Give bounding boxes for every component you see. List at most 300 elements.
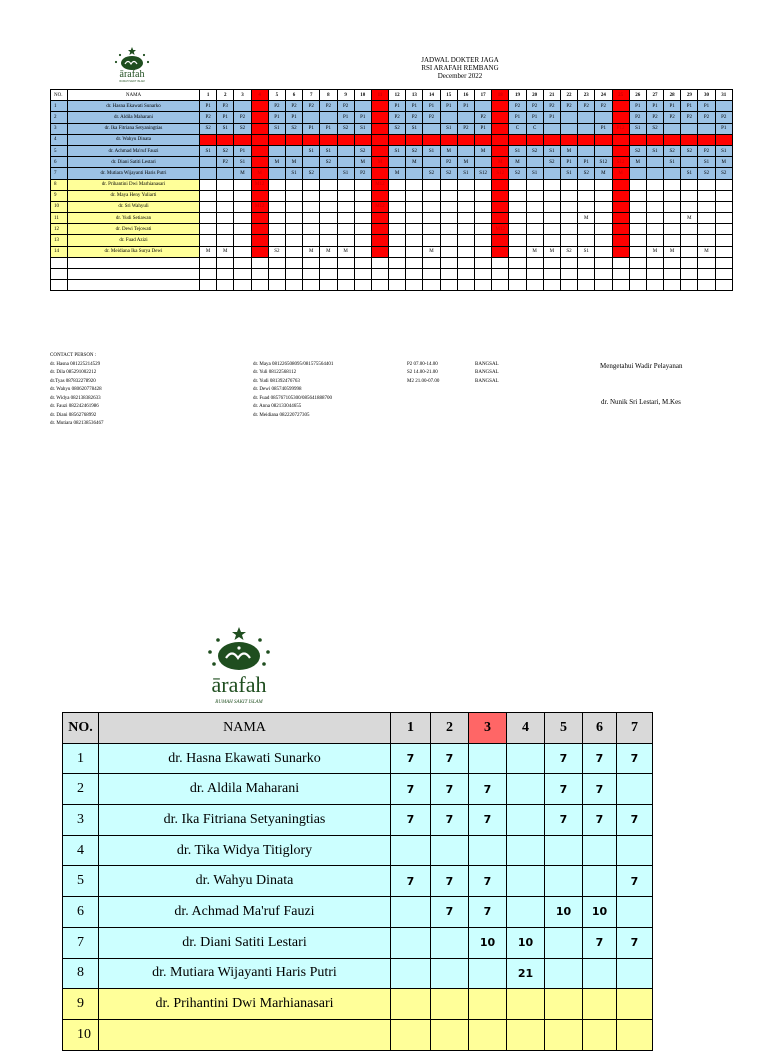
shift-cell [509, 280, 526, 291]
hours-cell: 10 [507, 927, 545, 958]
shift-cell [320, 168, 337, 179]
shift-cell [595, 269, 612, 280]
shift-cell [406, 134, 423, 145]
shift-cell: S1 [423, 145, 440, 156]
shift-cell [629, 134, 646, 145]
shift-cell [475, 157, 492, 168]
shift-cell [234, 235, 251, 246]
contact-line: dr. Anna 082133044655 [253, 404, 302, 409]
shift-cell [200, 269, 217, 280]
shift-cell [406, 213, 423, 224]
shift-cell [251, 213, 268, 224]
shift-cell [268, 190, 285, 201]
shift-cell: C [526, 123, 543, 134]
shift-cell: P2 [475, 112, 492, 123]
shift-cell [492, 201, 509, 212]
hours-cell [391, 989, 431, 1020]
zoom-row [63, 989, 653, 1020]
hours-cell [391, 958, 431, 989]
shift-cell [560, 190, 577, 201]
doctor-name [68, 280, 200, 291]
shift-cell [698, 190, 715, 201]
shift-cell: S12 [595, 157, 612, 168]
shift-cell [543, 123, 560, 134]
shift-cell: P2 [234, 112, 251, 123]
hours-cell: 7 [469, 897, 507, 928]
shift-cell: S1 [629, 123, 646, 134]
hours-cell [583, 866, 617, 897]
shift-cell: P1 [664, 101, 681, 112]
shift-cell: P2 [389, 112, 406, 123]
hours-cell [583, 835, 617, 866]
shift-cell [715, 257, 732, 268]
shift-cell [578, 112, 595, 123]
shift-cell: P1 [681, 101, 698, 112]
shift-cell [285, 213, 302, 224]
hours-cell: 10 [469, 927, 507, 958]
shift-cell [251, 280, 268, 291]
shift-cell [251, 123, 268, 134]
hours-cell [545, 835, 583, 866]
hours-cell: 7 [391, 805, 431, 836]
shift-cell [337, 269, 354, 280]
shift-cell [354, 235, 371, 246]
shift-cell [234, 101, 251, 112]
shift-cell [457, 145, 474, 156]
shift-cell: S1 [285, 168, 302, 179]
shift-cell [440, 112, 457, 123]
shift-cell: S2 [217, 145, 234, 156]
shift-cell [234, 269, 251, 280]
shift-cell [492, 190, 509, 201]
shift-cell: S12 [475, 168, 492, 179]
shift-cell [509, 235, 526, 246]
shift-cell: S2 [389, 123, 406, 134]
shift-cell [285, 179, 302, 190]
shift-cell [320, 213, 337, 224]
shift-cell: S2 [406, 145, 423, 156]
zoom-header-day: 4 [507, 713, 545, 744]
schedule-row [51, 246, 733, 257]
shift-cell [560, 235, 577, 246]
shift-cell [423, 269, 440, 280]
shift-cell [492, 112, 509, 123]
shift-cell [268, 179, 285, 190]
shift-cell: P2 [595, 101, 612, 112]
hours-cell [431, 927, 469, 958]
contact-line: M2 21.00-07.00 [407, 378, 440, 384]
shift-cell [526, 157, 543, 168]
hospital-name: RSI ARAFAH REMBANG [421, 64, 499, 72]
shift-cell: P2 [285, 101, 302, 112]
shift-cell [698, 235, 715, 246]
shift-cell: M [423, 246, 440, 257]
shift-cell [629, 168, 646, 179]
hours-cell: 7 [583, 743, 617, 774]
shift-cell [681, 269, 698, 280]
shift-cell [475, 213, 492, 224]
shift-cell: P2 [303, 101, 320, 112]
shift-cell [440, 190, 457, 201]
shift-cell [578, 257, 595, 268]
hours-cell [545, 866, 583, 897]
contact-line: dr. Hasna 081225214529 [50, 361, 101, 367]
shift-cell [371, 168, 388, 179]
row-no: 9 [51, 190, 68, 201]
zoom-row-no: 3 [63, 805, 99, 836]
shift-cell: P12 [612, 123, 629, 134]
shift-cell: P1 [337, 112, 354, 123]
shift-cell [492, 246, 509, 257]
shift-cell [200, 235, 217, 246]
doctor-name: dr. Fuad Azizi [68, 235, 200, 246]
zoom-row-no: 6 [63, 897, 99, 928]
shift-cell [578, 134, 595, 145]
shift-cell [303, 224, 320, 235]
header-day: 3 [234, 90, 251, 101]
doctor-name: dr. Mutiara Wijayanti Haris Putri [68, 168, 200, 179]
shift-cell [200, 213, 217, 224]
shift-cell [285, 201, 302, 212]
shift-cell [320, 112, 337, 123]
shift-cell [200, 168, 217, 179]
shift-cell [715, 134, 732, 145]
hours-cell: 7 [545, 743, 583, 774]
header-day: 24 [595, 90, 612, 101]
shift-cell [543, 257, 560, 268]
shift-cell: S2 [234, 123, 251, 134]
shift-cell [268, 235, 285, 246]
shift-cell [698, 123, 715, 134]
shift-cell [303, 179, 320, 190]
shift-cell [681, 257, 698, 268]
shift-cell [200, 157, 217, 168]
shift-cell [320, 190, 337, 201]
doctor-schedule-table [50, 89, 733, 291]
shift-cell: P1 [200, 101, 217, 112]
shift-cell: S1 [681, 168, 698, 179]
shift-cell [457, 179, 474, 190]
shift-cell [543, 168, 560, 179]
shift-cell [217, 213, 234, 224]
shift-cell [526, 201, 543, 212]
shift-cell [303, 280, 320, 291]
shift-cell [612, 101, 629, 112]
shift-cell [646, 235, 663, 246]
schedule-row [51, 235, 733, 246]
shift-cell: S2 [664, 145, 681, 156]
shift-cell [595, 213, 612, 224]
shift-cell [251, 112, 268, 123]
hours-cell: 10 [545, 897, 583, 928]
shift-cell [320, 280, 337, 291]
schedule-row [51, 190, 733, 201]
shift-cell: S2 [320, 157, 337, 168]
shift-cell [234, 280, 251, 291]
shift-cell [268, 134, 285, 145]
shift-cell: P2 [578, 101, 595, 112]
shift-cell [234, 134, 251, 145]
shift-cell [646, 201, 663, 212]
shift-cell: C [509, 123, 526, 134]
shift-cell: S2 [303, 168, 320, 179]
shift-cell [406, 224, 423, 235]
hours-cell [469, 743, 507, 774]
shift-cell [354, 257, 371, 268]
shift-cell: S2 [560, 246, 577, 257]
shift-cell: M12 [251, 179, 268, 190]
shift-cell: P1 [268, 112, 285, 123]
zoom-row-no: 8 [63, 958, 99, 989]
header-day: 20 [526, 90, 543, 101]
shift-cell [664, 134, 681, 145]
shift-cell: M [543, 246, 560, 257]
shift-cell [389, 235, 406, 246]
shift-cell [337, 224, 354, 235]
shift-cell [440, 201, 457, 212]
shift-cell [560, 201, 577, 212]
shift-cell: M [595, 168, 612, 179]
shift-cell [664, 179, 681, 190]
shift-cell [715, 101, 732, 112]
schedule-row [51, 213, 733, 224]
shift-cell [303, 134, 320, 145]
shift-cell [595, 145, 612, 156]
shift-cell [251, 101, 268, 112]
shift-cell [698, 280, 715, 291]
contact-line: dr. Meidiana 082220727305 [253, 412, 310, 418]
shift-cell [578, 280, 595, 291]
zoom-row-no: 4 [63, 835, 99, 866]
shift-cell [595, 134, 612, 145]
shift-cell [406, 246, 423, 257]
shift-cell [268, 257, 285, 268]
doctor-name: dr. Maya Heny Yuliarti [68, 190, 200, 201]
shift-cell [217, 235, 234, 246]
shift-cell [337, 213, 354, 224]
shift-cell [371, 123, 388, 134]
schedule-row [51, 123, 733, 134]
shift-cell [251, 235, 268, 246]
shift-cell [200, 257, 217, 268]
shift-cell [217, 257, 234, 268]
shift-cell [698, 134, 715, 145]
zoom-doctor-name: dr. Prihantini Dwi Marhianasari [99, 989, 391, 1020]
shift-cell [629, 280, 646, 291]
schedule-row [51, 179, 733, 190]
shift-cell [251, 145, 268, 156]
shift-cell [629, 246, 646, 257]
shift-cell [492, 179, 509, 190]
shift-cell [492, 257, 509, 268]
shift-cell [371, 224, 388, 235]
hours-cell [469, 958, 507, 989]
shift-cell [371, 134, 388, 145]
shift-cell [354, 179, 371, 190]
shift-cell [578, 201, 595, 212]
shift-cell [285, 257, 302, 268]
header-day: 6 [285, 90, 302, 101]
shift-cell [681, 235, 698, 246]
shift-cell [560, 179, 577, 190]
shift-cell [406, 269, 423, 280]
shift-cell [578, 123, 595, 134]
zoom-doctor-name: dr. Aldila Maharani [99, 774, 391, 805]
shift-cell: M [664, 246, 681, 257]
shift-cell: M [457, 157, 474, 168]
shift-cell [354, 190, 371, 201]
shift-cell [664, 235, 681, 246]
shift-cell: M [578, 213, 595, 224]
shift-cell [285, 145, 302, 156]
shift-cell [526, 179, 543, 190]
shift-cell: P1 [457, 101, 474, 112]
row-no: 2 [51, 112, 68, 123]
shift-cell: P1 [423, 101, 440, 112]
shift-cell: P2 [560, 101, 577, 112]
shift-cell [457, 112, 474, 123]
shift-cell [268, 280, 285, 291]
shift-cell [715, 179, 732, 190]
schedule-row [51, 101, 733, 112]
shift-cell: S2 [715, 168, 732, 179]
shift-cell: P1 [217, 112, 234, 123]
shift-cell [406, 190, 423, 201]
shift-cell [509, 179, 526, 190]
shift-cell [303, 269, 320, 280]
shift-cell: P1 [646, 101, 663, 112]
schedule-period: December 2022 [437, 72, 483, 80]
shift-cell [475, 224, 492, 235]
contact-line: dr. Fuad 085767105300/085641888700 [253, 395, 333, 401]
shift-cell [354, 201, 371, 212]
zoom-doctor-name: dr. Tika Widya Titiglory [99, 835, 391, 866]
shift-cell [629, 179, 646, 190]
schedule-row [51, 201, 733, 212]
shift-cell: M12 [371, 201, 388, 212]
shift-cell [389, 246, 406, 257]
header-day: 23 [578, 90, 595, 101]
header-day: 8 [320, 90, 337, 101]
shift-cell [389, 269, 406, 280]
shift-cell [612, 134, 629, 145]
shift-cell [217, 179, 234, 190]
schedule-header [360, 56, 560, 80]
shift-cell [354, 101, 371, 112]
hours-cell [507, 835, 545, 866]
hours-cell [545, 989, 583, 1020]
shift-cell [371, 246, 388, 257]
shift-cell: S12 [612, 157, 629, 168]
shift-cell [440, 134, 457, 145]
header-day: 19 [509, 90, 526, 101]
shift-cell [715, 280, 732, 291]
shift-cell [285, 190, 302, 201]
doctor-name: dr. Hasna Ekawati Sunarko [68, 101, 200, 112]
hours-cell: 7 [545, 805, 583, 836]
shift-cell [371, 235, 388, 246]
shift-cell: S1 [217, 123, 234, 134]
schedule-row [51, 134, 733, 145]
shift-cell: P2 [715, 112, 732, 123]
shift-cell [629, 213, 646, 224]
shift-cell: S2 [509, 168, 526, 179]
row-no: 5 [51, 145, 68, 156]
shift-cell [526, 257, 543, 268]
zoom-row [63, 805, 653, 836]
hours-cell: 7 [391, 866, 431, 897]
shift-cell [457, 213, 474, 224]
shift-cell: P1 [354, 112, 371, 123]
shift-cell [475, 280, 492, 291]
shift-cell [268, 213, 285, 224]
header-day: 4 [251, 90, 268, 101]
shift-cell: P2 [337, 101, 354, 112]
shift-cell: S2 [543, 157, 560, 168]
shift-cell [303, 190, 320, 201]
shift-cell [285, 246, 302, 257]
shift-cell: S2 [646, 123, 663, 134]
shift-cell [509, 257, 526, 268]
shift-cell [251, 190, 268, 201]
hours-cell: 7 [617, 927, 653, 958]
shift-cell: P1 [285, 112, 302, 123]
shift-cell [698, 201, 715, 212]
shift-cell: P2 [698, 112, 715, 123]
arafah-logo-large [192, 626, 286, 706]
shift-cell [406, 168, 423, 179]
shift-cell [698, 269, 715, 280]
shift-cell: P3 [217, 101, 234, 112]
zoom-doctor-name: dr. Ika Fitriana Setyaningtias [99, 805, 391, 836]
shift-cell: M12 [492, 224, 509, 235]
zoom-row [63, 743, 653, 774]
contact-line: BANGSAL [475, 370, 499, 375]
shift-cell [457, 224, 474, 235]
row-no: 10 [51, 201, 68, 212]
shift-cell: S2 [578, 168, 595, 179]
schedule-row [51, 269, 733, 280]
doctor-name [68, 269, 200, 280]
shift-cell [664, 190, 681, 201]
shift-cell [543, 213, 560, 224]
hours-cell: 7 [431, 805, 469, 836]
header-day: 29 [681, 90, 698, 101]
shift-cell: S1 [560, 168, 577, 179]
shift-cell [543, 235, 560, 246]
shift-cell [543, 280, 560, 291]
shift-cell [629, 201, 646, 212]
arafah-logo [106, 46, 158, 84]
shift-cell [664, 168, 681, 179]
shift-cell [646, 224, 663, 235]
shift-cell: S1 [578, 246, 595, 257]
shift-cell [526, 280, 543, 291]
hours-cell [391, 897, 431, 928]
shift-cell: P1 [475, 123, 492, 134]
shift-cell [560, 257, 577, 268]
shift-cell [492, 280, 509, 291]
shift-cell [337, 257, 354, 268]
shift-cell: M12 [251, 201, 268, 212]
shift-cell: P1 [320, 123, 337, 134]
header-day: 5 [268, 90, 285, 101]
contact-line: dr. Maya 081226508095/081575564401 [253, 361, 334, 367]
header-day: 10 [354, 90, 371, 101]
hours-cell [583, 958, 617, 989]
zoom-header-day: 1 [391, 713, 431, 744]
shift-cell [475, 257, 492, 268]
